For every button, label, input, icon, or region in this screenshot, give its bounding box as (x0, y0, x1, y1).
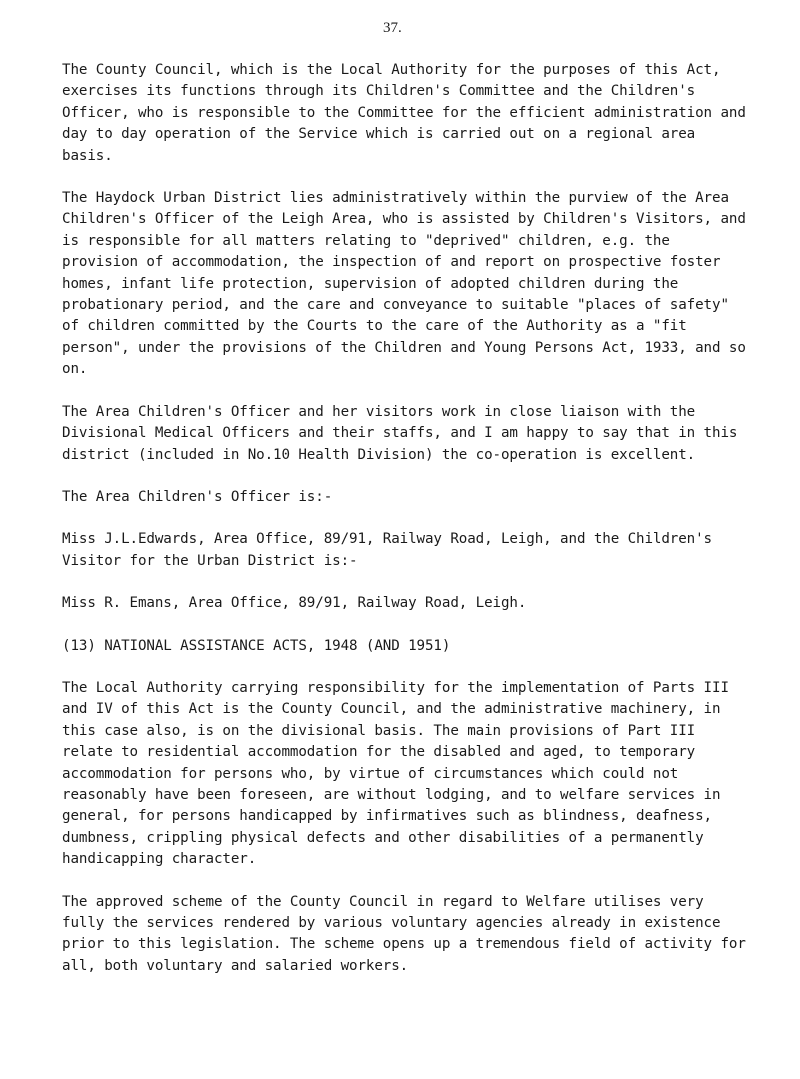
paragraph-haydock-district: The Haydock Urban District lies administratively within the purview of the Area Children's Officer of the Leigh Area, who is assisted by Children's Visitors, and is responsible for all matters relating to "deprived" children, e.g. the provision of accommodation, the inspection of and report on prospective foster homes, infant life protection, supervision of adopted children during the probationary period, and the care and conveyance to suitable "places of safety" of children committed by the Courts to the care of the Authority as a "fit person", under the provisions of the Children and Young Persons Act, 1933, and so on. (62, 190, 746, 378)
paragraph-liaison: The Area Children's Officer and her visitors work in close liaison with the Divisional Medical Officers and their staffs, and I am happy to say that in this district (included in No.10 Health Division) the co-operation is excellent. (62, 403, 738, 463)
document-body (62, 60, 752, 998)
page-number: 37. (383, 20, 402, 36)
paragraph-area-officer-address: Miss J.L.Edwards, Area Office, 89/91, Railway Road, Leigh, and the Children's Visitor for the Urban District is:- (62, 531, 713, 569)
paragraph-visitor-address: Miss R. Emans, Area Office, 89/91, Railway Road, Leigh. (62, 595, 527, 612)
paragraph-local-authority: The Local Authority carrying responsibility for the implementation of Parts III and IV of this Act is the County Council, and the administrative machinery, in this case also, is on the divisional basis. The main provisions of Part III relate to residential accommodation for the disabled and aged, to temporary accommodation for persons who, by virtue of circumstances which could not reasonably have been foreseen, are without lodging, and to welfare services in general, for persons handicapped by infirmatives such as blindness, deafness, dumbness, crippling physical defects and other disabilities of a permanently handicapping character. (62, 679, 729, 868)
paragraph-childrens-committee: The County Council, which is the Local Authority for the purposes of this Act, exercises its functions through its Children's Committee and the Children's Officer, who is responsible to the Committee for the efficient administration and day to day operation of the Service which is carried out on a regional area basis. (62, 62, 746, 164)
paragraph-area-officer-intro: The Area Children's Officer is:- (62, 488, 333, 505)
paragraph-approved-scheme: The approved scheme of the County Council in regard to Welfare utilises very fully the services rendered by various voluntary agencies already in existence prior to this legislation. The scheme opens up a tremendous field of activity for all, both voluntary and salaried workers. (62, 893, 746, 974)
section-heading: (13) NATIONAL ASSISTANCE ACTS, 1948 (AND 1951) (62, 637, 451, 654)
